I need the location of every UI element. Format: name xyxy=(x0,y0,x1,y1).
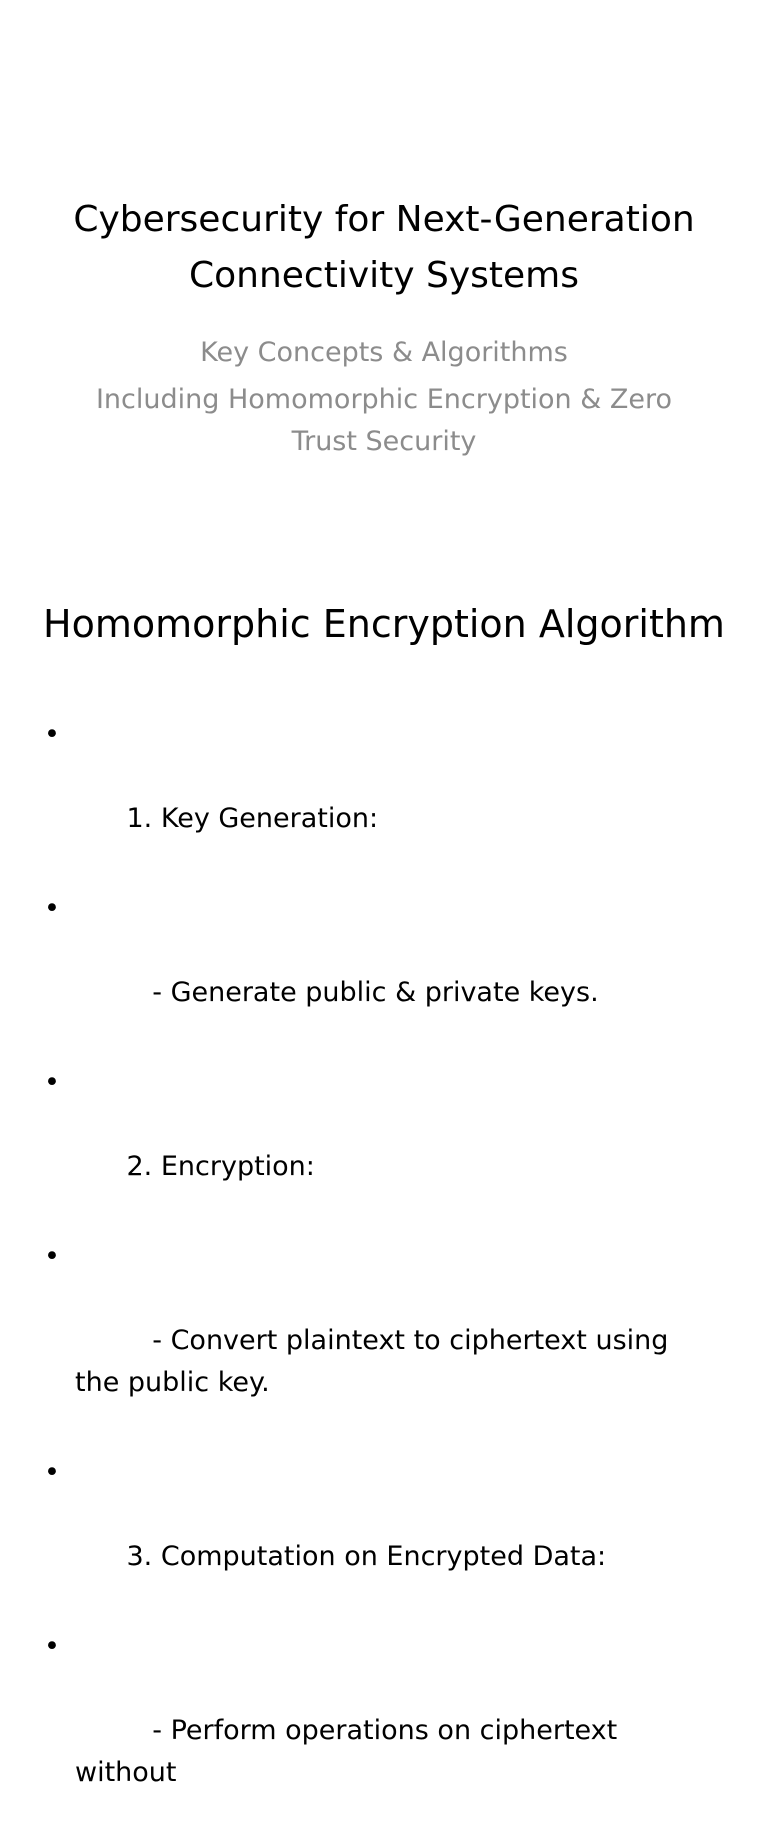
bullet-text: - Convert plaintext to ciphertext using the public key. xyxy=(75,1325,677,1398)
bullet-text: 1. Key Generation: xyxy=(126,803,379,834)
bullet-item xyxy=(0,1452,768,1620)
bullet-dot-icon: • xyxy=(44,1241,60,1272)
bullet-item xyxy=(0,1062,768,1230)
slide-heading: Homomorphic Encryption Algorithm xyxy=(43,602,725,646)
bullet-item xyxy=(0,1626,768,1836)
bullet-dot-icon: • xyxy=(44,1457,60,1488)
bullet-item xyxy=(0,888,768,1056)
slide-title-heading: Cybersecurity for Next-Generation Connectivity Systems xyxy=(73,199,695,296)
bullet-dot-icon: • xyxy=(44,893,60,924)
slide-homomorphic-encryption xyxy=(0,576,768,1788)
subtitle-line-1: Key Concepts & Algorithms xyxy=(200,337,568,368)
bullet-text: - Generate public & private keys. xyxy=(126,977,599,1008)
bullet-text: 2. Encryption: xyxy=(126,1151,315,1182)
subtitle-line-2: Including Homomorphic Encryption & Zero Trust Security xyxy=(95,384,673,457)
bullet-text: - Perform operations on ciphertext without xyxy=(75,1715,626,1788)
bullet-list xyxy=(0,714,768,1842)
bullet-dot-icon: • xyxy=(44,1631,60,1662)
bullet-dot-icon: • xyxy=(44,1067,60,1098)
bullet-dot-icon: • xyxy=(44,719,60,750)
slide-title xyxy=(0,0,768,576)
slide-subtitle xyxy=(90,332,678,463)
bullet-text: 3. Computation on Encrypted Data: xyxy=(126,1541,607,1572)
bullet-item xyxy=(0,1236,768,1446)
bullet-item xyxy=(0,714,768,882)
